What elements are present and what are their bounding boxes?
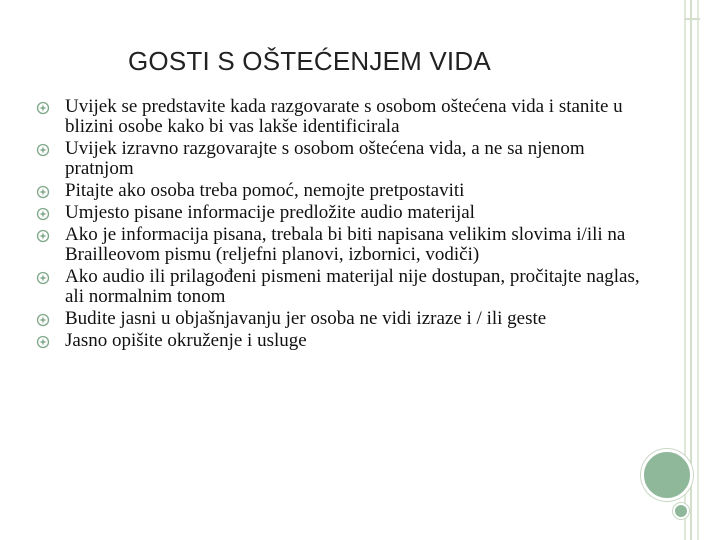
list-item xyxy=(36,203,646,223)
bullet-icon xyxy=(36,334,50,348)
bullet-text: Ako audio ili prilagođeni pismeni materijal nije dostupan, pročitajte naglas, ali normalnim tonom xyxy=(65,266,640,307)
frame-line xyxy=(697,0,699,540)
bullet-text: Budite jasni u objašnjavanju jer osoba ne vidi izraze i / ili geste xyxy=(65,308,547,329)
list-item xyxy=(36,309,646,329)
frame-line xyxy=(690,0,692,540)
bullet-icon xyxy=(36,184,50,198)
list-item xyxy=(36,331,646,351)
list-item xyxy=(36,267,646,307)
bullet-icon xyxy=(36,228,50,242)
decorative-circle-large xyxy=(641,449,693,501)
list-item xyxy=(36,181,646,201)
bullet-text: Uvijek izravno razgovarajte s osobom oštećena vida, a ne sa njenom pratnjom xyxy=(65,138,585,179)
list-item xyxy=(36,225,646,265)
bullet-list xyxy=(36,97,646,353)
bullet-icon xyxy=(36,270,50,284)
frame-corner xyxy=(684,0,700,20)
bullet-icon xyxy=(36,100,50,114)
bullet-text: Pitajte ako osoba treba pomoć, nemojte pretpostaviti xyxy=(65,180,465,201)
bullet-icon xyxy=(36,142,50,156)
bullet-text: Umjesto pisane informacije predložite audio materijal xyxy=(65,202,475,223)
bullet-text: Jasno opišite okruženje i usluge xyxy=(65,330,307,351)
slide-title: GOSTI S OŠTEĆENJEM VIDA xyxy=(128,46,491,76)
bullet-icon xyxy=(36,312,50,326)
bullet-text: Ako je informacija pisana, trebala bi biti napisana velikim slovima i/ili na Brailleovom pismu (reljefni planovi, izbornici, vodiči) xyxy=(65,224,626,265)
bullet-icon xyxy=(36,206,50,220)
bullet-text: Uvijek se predstavite kada razgovarate s osobom oštećena vida i stanite u blizini osobe kako bi vas lakše identificirala xyxy=(65,96,623,137)
list-item xyxy=(36,97,646,137)
list-item xyxy=(36,139,646,179)
decorative-circle-small xyxy=(673,503,689,519)
